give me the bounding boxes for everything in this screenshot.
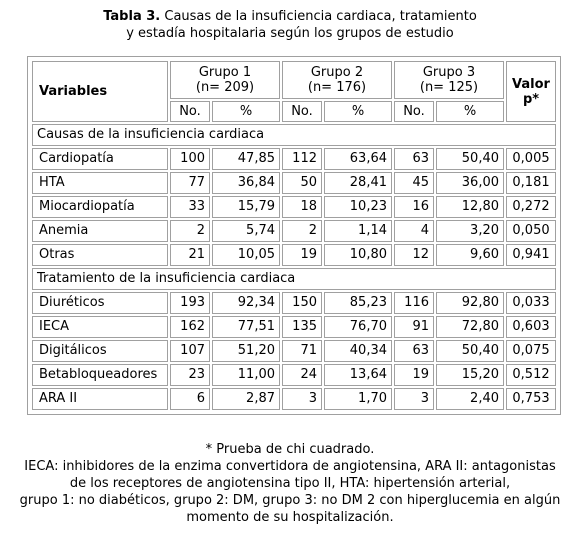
section-row <box>32 124 556 146</box>
cell-g1-pct: 15,79 <box>212 196 280 218</box>
cell-p: 0,603 <box>506 316 556 338</box>
cell-g1-no: 100 <box>170 148 210 170</box>
group-2-n: (n= 176) <box>307 80 367 95</box>
table-footnotes <box>0 441 580 526</box>
cell-g1-no: 162 <box>170 316 210 338</box>
footnote-line: de los receptores de angiotensina tipo II, HTA: hipertensión arterial, <box>69 476 511 491</box>
row-label: Miocardiopatía <box>32 196 168 218</box>
table-row <box>32 316 556 338</box>
cell-p: 0,033 <box>506 292 556 314</box>
section-title: Causas de la insuficiencia cardiaca <box>32 124 556 146</box>
group-3-name: Grupo 3 <box>422 65 476 80</box>
header-row-1 <box>32 61 556 99</box>
cell-g1-pct: 10,05 <box>212 244 280 266</box>
row-label: Digitálicos <box>32 340 168 362</box>
cell-g2-no: 135 <box>282 316 322 338</box>
cell-p: 0,512 <box>506 364 556 386</box>
row-label: IECA <box>32 316 168 338</box>
cell-g1-no: 23 <box>170 364 210 386</box>
cell-g3-pct: 36,00 <box>436 172 504 194</box>
cell-g3-no: 12 <box>394 244 434 266</box>
results-table-frame <box>27 56 561 415</box>
row-label: Diuréticos <box>32 292 168 314</box>
row-label: Anemia <box>32 220 168 242</box>
cell-g3-no: 4 <box>394 220 434 242</box>
cell-g1-no: 107 <box>170 340 210 362</box>
caption-line-2: y estadía hospitalaria según los grupos de estudio <box>126 26 454 41</box>
cell-g1-no: 77 <box>170 172 210 194</box>
cell-g2-no: 19 <box>282 244 322 266</box>
cell-g3-no: 16 <box>394 196 434 218</box>
cell-g3-no: 3 <box>394 388 434 410</box>
cell-g3-pct: 92,80 <box>436 292 504 314</box>
header-g2-no: No. <box>282 101 322 122</box>
table-row <box>32 148 556 170</box>
header-g1-pct: % <box>212 101 280 122</box>
cell-p: 0,075 <box>506 340 556 362</box>
group-1-name: Grupo 1 <box>198 65 252 80</box>
cell-g3-pct: 2,40 <box>436 388 504 410</box>
section-title: Tratamiento de la insuficiencia cardiaca <box>32 268 556 290</box>
section-row <box>32 268 556 290</box>
table-row <box>32 388 556 410</box>
caption-label: Tabla 3. <box>103 9 161 24</box>
group-2-name: Grupo 2 <box>310 65 364 80</box>
cell-g2-pct: 13,64 <box>324 364 392 386</box>
cell-g1-pct: 36,84 <box>212 172 280 194</box>
header-valor-p <box>506 61 556 122</box>
cell-g3-no: 116 <box>394 292 434 314</box>
header-g3-pct: % <box>436 101 504 122</box>
cell-g2-no: 71 <box>282 340 322 362</box>
cell-g2-no: 2 <box>282 220 322 242</box>
cell-g2-no: 3 <box>282 388 322 410</box>
header-variables: Variables <box>32 61 168 122</box>
cell-g3-pct: 72,80 <box>436 316 504 338</box>
cell-g1-pct: 11,00 <box>212 364 280 386</box>
header-g1-no: No. <box>170 101 210 122</box>
cell-g3-pct: 3,20 <box>436 220 504 242</box>
cell-p: 0,005 <box>506 148 556 170</box>
footnote-line: * Prueba de chi cuadrado. <box>205 442 375 457</box>
header-group-3 <box>394 61 504 99</box>
cell-g2-pct: 1,70 <box>324 388 392 410</box>
cell-g3-pct: 9,60 <box>436 244 504 266</box>
cell-g3-pct: 50,40 <box>436 148 504 170</box>
table-row <box>32 244 556 266</box>
cell-g2-pct: 63,64 <box>324 148 392 170</box>
cell-g3-no: 63 <box>394 148 434 170</box>
cell-g2-no: 112 <box>282 148 322 170</box>
results-table <box>30 59 558 412</box>
p-label: p* <box>522 91 540 107</box>
cell-g2-no: 18 <box>282 196 322 218</box>
header-g3-no: No. <box>394 101 434 122</box>
header-group-2 <box>282 61 392 99</box>
cell-g2-pct: 28,41 <box>324 172 392 194</box>
table-caption <box>0 8 580 42</box>
cell-p: 0,272 <box>506 196 556 218</box>
cell-g3-pct: 15,20 <box>436 364 504 386</box>
table-row <box>32 340 556 362</box>
cell-g1-no: 193 <box>170 292 210 314</box>
cell-p: 0,753 <box>506 388 556 410</box>
cell-p: 0,050 <box>506 220 556 242</box>
cell-g2-no: 24 <box>282 364 322 386</box>
cell-g2-no: 150 <box>282 292 322 314</box>
cell-g3-pct: 50,40 <box>436 340 504 362</box>
cell-g3-pct: 12,80 <box>436 196 504 218</box>
row-label: HTA <box>32 172 168 194</box>
footnote-line: momento de su hospitalización. <box>186 510 394 525</box>
cell-g2-no: 50 <box>282 172 322 194</box>
caption-line-1 <box>0 8 580 25</box>
cell-g1-pct: 77,51 <box>212 316 280 338</box>
footnote-line: IECA: inhibidores de la enzima convertidora de angiotensina, ARA II: antagonistas <box>24 459 556 474</box>
row-label: Betabloqueadores <box>32 364 168 386</box>
table-row <box>32 364 556 386</box>
cell-g1-pct: 92,34 <box>212 292 280 314</box>
cell-g2-pct: 85,23 <box>324 292 392 314</box>
cell-g1-no: 2 <box>170 220 210 242</box>
cell-g1-no: 33 <box>170 196 210 218</box>
row-label: ARA II <box>32 388 168 410</box>
table-row <box>32 220 556 242</box>
cell-g2-pct: 40,34 <box>324 340 392 362</box>
cell-g3-no: 91 <box>394 316 434 338</box>
row-label: Otras <box>32 244 168 266</box>
footnote-line: grupo 1: no diabéticos, grupo 2: DM, grupo 3: no DM 2 con hiperglucemia en algún <box>19 493 561 508</box>
table-row <box>32 172 556 194</box>
header-group-1 <box>170 61 280 99</box>
group-1-n: (n= 209) <box>195 80 255 95</box>
valor-label: Valor <box>512 76 550 92</box>
cell-g3-no: 45 <box>394 172 434 194</box>
cell-g3-no: 63 <box>394 340 434 362</box>
table-row <box>32 196 556 218</box>
group-3-n: (n= 125) <box>419 80 479 95</box>
cell-p: 0,181 <box>506 172 556 194</box>
cell-g1-pct: 2,87 <box>212 388 280 410</box>
cell-g2-pct: 76,70 <box>324 316 392 338</box>
caption-text-1: Causas de la insuficiencia cardiaca, tratamiento <box>164 9 477 24</box>
row-label: Cardiopatía <box>32 148 168 170</box>
cell-g2-pct: 10,80 <box>324 244 392 266</box>
cell-g2-pct: 10,23 <box>324 196 392 218</box>
cell-g2-pct: 1,14 <box>324 220 392 242</box>
table-row <box>32 292 556 314</box>
header-g2-pct: % <box>324 101 392 122</box>
cell-p: 0,941 <box>506 244 556 266</box>
cell-g1-no: 6 <box>170 388 210 410</box>
cell-g3-no: 19 <box>394 364 434 386</box>
cell-g1-pct: 5,74 <box>212 220 280 242</box>
cell-g1-pct: 47,85 <box>212 148 280 170</box>
cell-g1-pct: 51,20 <box>212 340 280 362</box>
cell-g1-no: 21 <box>170 244 210 266</box>
